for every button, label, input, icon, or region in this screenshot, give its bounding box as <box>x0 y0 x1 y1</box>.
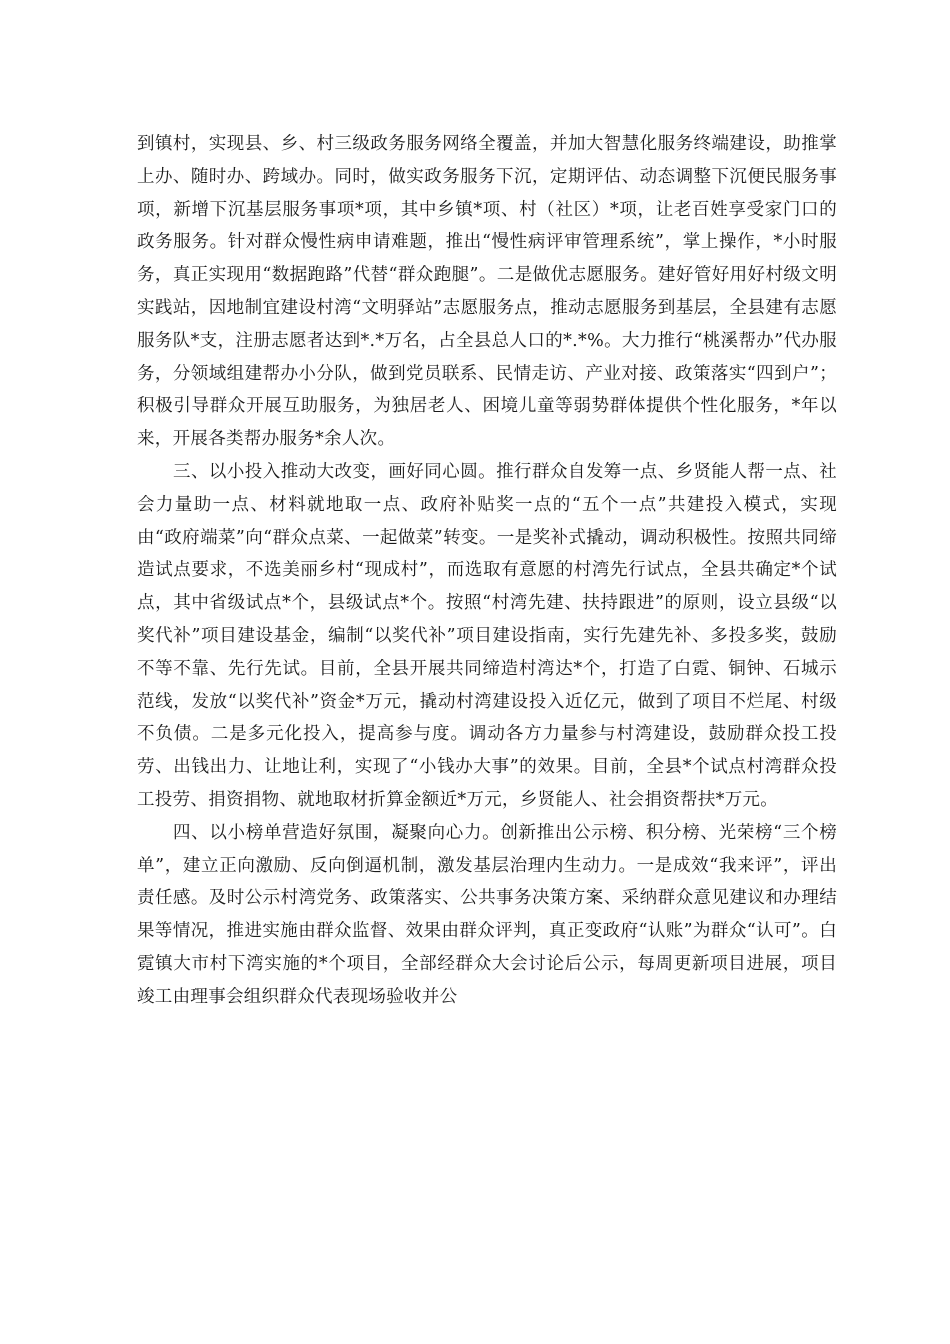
document-body <box>137 128 837 1014</box>
paragraph-1: 到镇村，实现县、乡、村三级政务服务网络全覆盖，并加大智慧化服务终端建设，助推掌上办、随时办、跨域办。同时，做实政务服务下沉，定期评估、动态调整下沉便民服务事项，新增下沉基层服务事项*项，其中乡镇*项、村（社区）*项，让老百姓享受家门口的政务服务。针对群众慢性病申请难题，推出“慢性病评审管理系统”，掌上操作，*小时服务，真正实现用“数据跑路”代替“群众跑腿”。二是做优志愿服务。建好管好用好村级文明实践站，因地制宜建设村湾“文明驿站”志愿服务点，推动志愿服务到基层，全县建有志愿服务队*支，注册志愿者达到*.*万名，占全县总人口的*.*%。大力推行“桃溪帮办”代办服务，分领域组建帮办小分队，做到党员联系、民情走访、产业对接、政策落实“四到户”；积极引导群众开展互助服务，为独居老人、困境儿童等弱势群体提供个性化服务，*年以来，开展各类帮办服务*余人次。 <box>137 134 837 450</box>
paragraph-2: 三、以小投入推动大改变，画好同心圆。推行群众自发筹一点、乡贤能人帮一点、社会力量助一点、材料就地取一点、政府补贴奖一点的“五个一点”共建投入模式，实现由“政府端菜”向“群众点菜、一起做菜”转变。一是奖补式撬动，调动积极性。按照共同缔造试点要求，不选美丽乡村“现成村”，而选取有意愿的村湾先行试点，全县共确定*个试点，其中省级试点*个，县级试点*个。按照“村湾先建、扶持跟进”的原则，设立县级“以奖代补”项目建设基金，编制“以奖代补”项目建设指南，实行先建先补、多投多奖，鼓励不等不靠、先行先试。目前，全县开展共同缔造村湾达*个，打造了白霓、铜钟、石城示范线，发放“以奖代补”资金*万元，撬动村湾建设投入近亿元，做到了项目不烂尾、村级不负债。二是多元化投入，提高参与度。调动各方力量参与村湾建设，鼓励群众投工投劳、出钱出力、让地让利，实现了“小钱办大事”的效果。目前，全县*个试点村湾群众投工投劳、捐资捐物、就地取材折算金额近*万元，乡贤能人、社会捐资帮扶*万元。 <box>137 461 837 810</box>
paragraph-3: 四、以小榜单营造好氛围，凝聚向心力。创新推出公示榜、积分榜、光荣榜“三个榜单”，建立正向激励、反向倒逼机制，激发基层治理内生动力。一是成效“我来评”，评出责任感。及时公示村湾党务、政策落实、公共事务决策方案、采纳群众意见建议和办理结果等情况，推进实施由群众监督、效果由群众评判，真正变政府“认账”为群众“认可”。白霓镇大市村下湾实施的*个项目，全部经群众大会讨论后公示，每周更新项目进展，项目竣工由理事会组织群众代表现场验收并公 <box>137 822 837 1007</box>
